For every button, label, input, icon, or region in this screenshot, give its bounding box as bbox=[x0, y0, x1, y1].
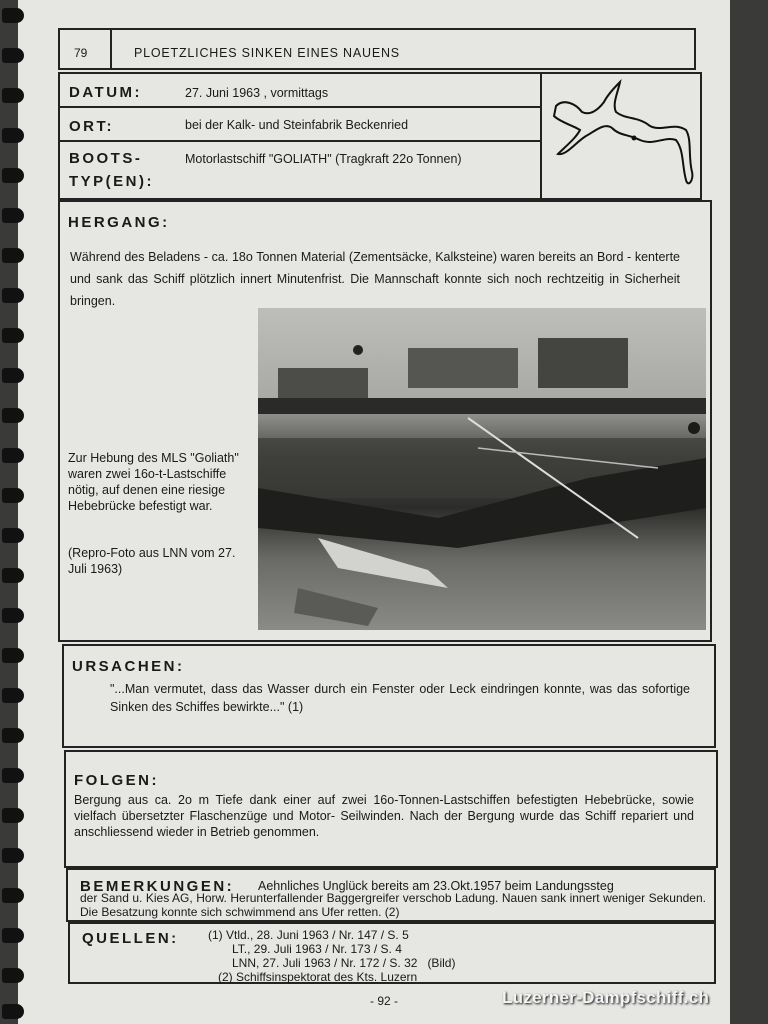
watermark: Luzerner-Dampfschiff.ch bbox=[502, 988, 710, 1007]
entry-number: 79 bbox=[74, 46, 88, 60]
bootstyp-label-line2: TYP(EN): bbox=[69, 173, 154, 190]
ort-value: bei der Kalk- und Steinfabrik Beckenried bbox=[185, 118, 409, 132]
bootstyp-value: Motorlastschiff "GOLIATH" (Tragkraft 22o Tonnen) bbox=[185, 152, 462, 166]
quellen-line-4: (2) Schiffsinspektorat des Kts. Luzern bbox=[218, 970, 418, 984]
hergang-label: HERGANG: bbox=[68, 214, 170, 231]
quellen-line-3: LNN, 27. Juli 1963 / Nr. 172 / S. 32 (Bild) bbox=[232, 956, 456, 970]
bemerkungen-text-rest: der Sand u. Kies AG, Horw. Herunterfallender Baggergreifer verschob Ladung. Nauen sank innert weniger Sekunden. Die Besatzung konnte sich schwimmend ans Ufer retten. (2) bbox=[80, 891, 706, 919]
entry-title: PLOETZLICHES SINKEN EINES NAUENS bbox=[134, 46, 400, 60]
ursachen-label: URSACHEN: bbox=[72, 658, 185, 675]
lake-map-icon bbox=[546, 76, 698, 196]
page-number: - 92 - bbox=[370, 994, 399, 1008]
datum-label: DATUM: bbox=[69, 84, 143, 101]
quellen-line-2: LT., 29. Juli 1963 / Nr. 173 / S. 4 bbox=[232, 942, 402, 956]
datum-value: 27. Juni 1963 , vormittags bbox=[185, 86, 329, 100]
photo-illustration bbox=[258, 308, 706, 630]
hergang-text: Während des Beladens - ca. 18o Tonnen Material (Zementsäcke, Kalksteine) waren bereits an Bord - kenterte und sank das Schiff plötzlich innert Minutenfrist. Die Mannschaft konnte sich noch rechtzeitig in Sicherheit bringen. bbox=[70, 250, 680, 308]
bemerkungen-label: BEMERKUNGEN: bbox=[80, 878, 235, 895]
quellen-line-1: (1) Vtld., 28. Juni 1963 / Nr. 147 / S. 5 bbox=[208, 928, 409, 942]
photo-caption-source: (Repro-Foto aus LNN vom 27. Juli 1963) bbox=[68, 546, 236, 576]
quellen-label: QUELLEN: bbox=[82, 930, 179, 947]
photo-caption: Zur Hebung des MLS "Goliath" waren zwei 16o-t-Lastschiffe nötig, auf denen eine riesige Hebebrücke befestigt war. bbox=[68, 451, 239, 513]
document-page bbox=[18, 0, 730, 1024]
spiral-binding bbox=[0, 0, 30, 1024]
folgen-text: Bergung aus ca. 2o m Tiefe dank einer auf zwei 16o-Tonnen-Lastschiffen befestigten Hebebrücke, sowie vielfach übersetzter Flaschenzüge und Motor- Seilwinden. Nach der Bergung wurde das Schiff repariert und anschliessend wieder in Betrieb genommen. bbox=[74, 793, 694, 839]
rescue-photo bbox=[258, 308, 706, 630]
ort-label: ORT: bbox=[69, 118, 114, 135]
folgen-label: FOLGEN: bbox=[74, 772, 159, 789]
ursachen-text: "...Man vermutet, dass das Wasser durch ein Fenster oder Leck eindringen konnte, was das sofortige Sinken des Schiffes bewirkte..." (1) bbox=[110, 682, 690, 714]
bootstyp-label-line1: BOOTS- bbox=[69, 150, 143, 167]
bemerkungen-text-first: Aehnliches Unglück bereits am 23.Okt.1957 beim Landungssteg bbox=[258, 879, 614, 893]
